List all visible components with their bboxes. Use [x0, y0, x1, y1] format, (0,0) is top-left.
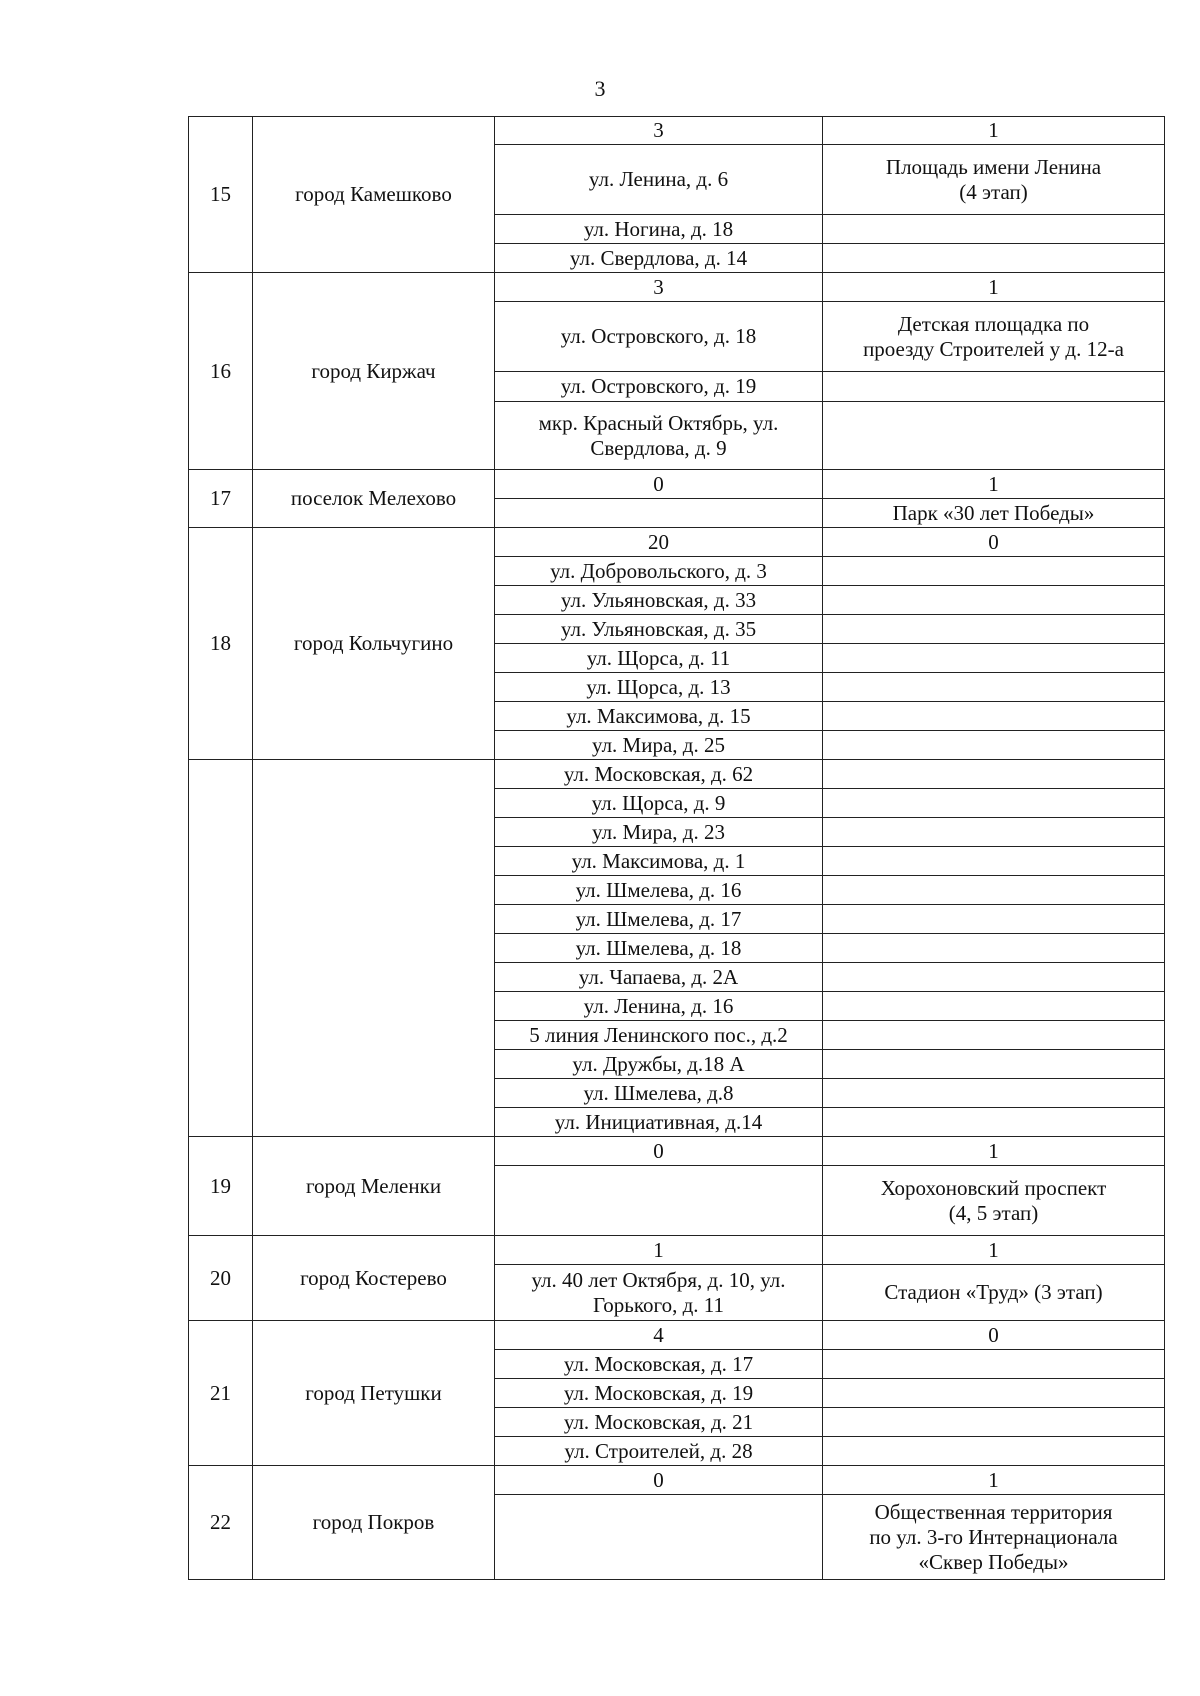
row-number-cell — [189, 1466, 253, 1580]
cell-text: 0 — [988, 529, 999, 554]
page-number: 3 — [594, 76, 606, 101]
cell-text: (4, 5 этап) — [948, 1200, 1039, 1225]
public-area-cell — [823, 1021, 1165, 1050]
public-area-cell — [823, 702, 1165, 731]
yard-address-cell — [495, 760, 823, 789]
yard-address-cell — [495, 876, 823, 905]
public-area-cell — [823, 615, 1165, 644]
cell-text: проезду Строителей у д. 12-а — [863, 336, 1124, 361]
cell-text: по ул. 3-го Интернационала — [869, 1524, 1118, 1549]
yard-address-cell — [495, 905, 823, 934]
public-area-cell — [823, 1379, 1165, 1408]
cell-text: ул. Мира, д. 25 — [592, 732, 725, 757]
public-area-count-cell — [823, 1321, 1165, 1350]
yard-address-cell — [495, 145, 823, 215]
public-area-count-cell — [823, 1236, 1165, 1265]
public-area-cell — [823, 1079, 1165, 1108]
cell-text: 18 — [210, 631, 231, 655]
row-number-cell — [189, 273, 253, 470]
cell-text: 1 — [988, 1467, 999, 1492]
yard-address-cell — [495, 557, 823, 586]
yard-address-cell — [495, 731, 823, 760]
cell-text: город Покров — [312, 1510, 435, 1534]
municipality-name-cell — [253, 1321, 495, 1466]
cell-text: 1 — [653, 1237, 664, 1262]
cell-text: 4 — [653, 1322, 664, 1347]
cell-text: ул. Щорса, д. 11 — [586, 645, 731, 670]
table-body — [189, 117, 1165, 1580]
cell-text: Стадион «Труд» (3 этап) — [884, 1280, 1103, 1304]
public-area-cell — [823, 302, 1165, 372]
yard-address-cell — [495, 992, 823, 1021]
yard-address-cell — [495, 1108, 823, 1137]
cell-text: поселок Мелехово — [290, 486, 457, 510]
cell-text: 20 — [210, 1265, 231, 1290]
public-area-cell — [823, 644, 1165, 673]
yard-count-cell — [495, 1236, 823, 1265]
cell-text: ул. Московская, д. 19 — [563, 1380, 754, 1405]
yard-address-cell — [495, 372, 823, 402]
cell-text: ул. Свердлова, д. 14 — [569, 245, 748, 270]
cell-text: 1 — [988, 118, 999, 142]
yard-address-cell — [495, 702, 823, 731]
cell-text: Свердлова, д. 9 — [590, 435, 727, 460]
cell-text: 19 — [210, 1173, 231, 1198]
yard-address-cell — [495, 244, 823, 273]
cell-text: Площадь имени Ленина — [885, 154, 1102, 179]
yard-count-cell — [495, 273, 823, 302]
cell-text: город Меленки — [305, 1173, 442, 1198]
cell-text: 16 — [210, 358, 231, 383]
cell-text: 22 — [210, 1510, 231, 1534]
cell-text: ул. Ульяновская, д. 35 — [560, 616, 757, 641]
municipal-improvement-table — [188, 116, 1165, 1580]
yard-address-cell — [495, 499, 823, 528]
cell-text: Парк «30 лет Победы» — [892, 500, 1095, 525]
public-area-cell — [823, 1408, 1165, 1437]
cell-text: ул. Островского, д. 18 — [560, 324, 757, 348]
cell-text: ул. Щорса, д. 9 — [591, 790, 726, 815]
yard-count-cell — [495, 1321, 823, 1350]
cell-text: ул. Ульяновская, д. 33 — [560, 587, 757, 612]
public-area-cell — [823, 1050, 1165, 1079]
cell-text: 15 — [210, 182, 231, 206]
yard-count-cell — [495, 528, 823, 557]
public-area-count-cell — [823, 273, 1165, 302]
public-area-cell — [823, 847, 1165, 876]
cell-text: 1 — [988, 1237, 999, 1262]
cell-text: ул. Ногина, д. 18 — [583, 216, 734, 241]
cell-text: ул. Максимова, д. 1 — [571, 848, 746, 873]
cell-text: город Петушки — [305, 1380, 442, 1405]
yard-address-cell — [495, 934, 823, 963]
public-area-count-cell — [823, 470, 1165, 499]
cell-text: Горького, д. 11 — [592, 1292, 724, 1317]
yard-address-cell — [495, 302, 823, 372]
public-area-cell — [823, 145, 1165, 215]
public-area-cell — [823, 731, 1165, 760]
public-area-cell — [823, 402, 1165, 470]
table-row — [189, 760, 1165, 789]
row-number-cell — [189, 1236, 253, 1321]
cell-text: 21 — [210, 1380, 231, 1405]
table-row — [189, 470, 1165, 499]
yard-count-cell — [495, 470, 823, 499]
cell-text: ул. Шмелева, д. 17 — [575, 906, 742, 931]
cell-text: ул. Шмелева, д. 16 — [575, 877, 742, 902]
table-row — [189, 273, 1165, 302]
yard-address-cell — [495, 1166, 823, 1236]
public-area-cell — [823, 1437, 1165, 1466]
public-area-cell — [823, 499, 1165, 528]
public-area-count-cell — [823, 1137, 1165, 1166]
cell-text: ул. Шмелева, д. 18 — [575, 935, 742, 960]
public-area-cell — [823, 215, 1165, 244]
cell-text: 1 — [988, 1138, 999, 1163]
table-row — [189, 1321, 1165, 1350]
cell-text: ул. Островского, д. 19 — [560, 374, 757, 398]
row-number-cell — [189, 760, 253, 1137]
cell-text: ул. Ленина, д. 16 — [583, 993, 734, 1018]
cell-text: Хорохоновский проспект — [880, 1175, 1107, 1200]
yard-address-cell — [495, 1021, 823, 1050]
cell-text: ул. Московская, д. 17 — [563, 1351, 754, 1376]
table-row — [189, 528, 1165, 557]
row-number-cell — [189, 117, 253, 273]
public-area-cell — [823, 1350, 1165, 1379]
yard-address-cell — [495, 1495, 823, 1580]
cell-text: 0 — [653, 1138, 664, 1163]
public-area-cell — [823, 244, 1165, 273]
cell-text: 3 — [653, 118, 664, 142]
cell-text: (4 этап) — [959, 179, 1028, 204]
cell-text: мкр. Красный Октябрь, ул. — [538, 410, 779, 435]
cell-text: ул. Щорса, д. 13 — [586, 674, 731, 699]
public-area-cell — [823, 876, 1165, 905]
public-area-cell — [823, 372, 1165, 402]
cell-text: город Кольчугино — [293, 631, 454, 655]
public-area-cell — [823, 789, 1165, 818]
yard-address-cell — [495, 789, 823, 818]
cell-text: 17 — [210, 486, 231, 510]
yard-address-cell — [495, 615, 823, 644]
yard-address-cell — [495, 1408, 823, 1437]
public-area-count-cell — [823, 117, 1165, 145]
public-area-cell — [823, 760, 1165, 789]
cell-text: ул. 40 лет Октября, д. 10, ул. — [531, 1267, 786, 1292]
cell-text: «Сквер Победы» — [918, 1549, 1069, 1574]
public-area-cell — [823, 818, 1165, 847]
cell-text: 0 — [653, 1467, 664, 1492]
yard-address-cell — [495, 1079, 823, 1108]
table-row — [189, 1137, 1165, 1166]
cell-text: 5 линия Ленинского пос., д.2 — [529, 1022, 788, 1047]
yard-count-cell — [495, 1137, 823, 1166]
yard-address-cell — [495, 1265, 823, 1321]
row-number-cell — [189, 470, 253, 528]
cell-text: ул. Чапаева, д. 2А — [578, 964, 739, 989]
cell-text: 1 — [988, 471, 999, 496]
yard-address-cell — [495, 1050, 823, 1079]
cell-text: ул. Добровольского, д. 3 — [550, 558, 767, 583]
row-number-cell — [189, 528, 253, 760]
yard-count-cell — [495, 1466, 823, 1495]
yard-address-cell — [495, 1379, 823, 1408]
cell-text: 0 — [653, 471, 664, 496]
municipality-name-cell — [253, 760, 495, 1137]
cell-text: ул. Мира, д. 23 — [592, 819, 725, 844]
public-area-cell — [823, 1166, 1165, 1236]
cell-text: 0 — [988, 1322, 999, 1347]
public-area-cell — [823, 1265, 1165, 1321]
table-row — [189, 117, 1165, 145]
cell-text: город Камешково — [295, 182, 452, 206]
cell-text: ул. Инициативная, д.14 — [554, 1109, 763, 1134]
yard-address-cell — [495, 847, 823, 876]
public-area-count-cell — [823, 1466, 1165, 1495]
municipality-name-cell — [253, 1466, 495, 1580]
municipality-name-cell — [253, 117, 495, 273]
row-number-cell — [189, 1321, 253, 1466]
public-area-cell — [823, 963, 1165, 992]
yard-address-cell — [495, 1350, 823, 1379]
public-area-cell — [823, 1108, 1165, 1137]
public-area-cell — [823, 934, 1165, 963]
cell-text: Детская площадка по — [897, 311, 1090, 336]
municipality-name-cell — [253, 1236, 495, 1321]
municipality-name-cell — [253, 273, 495, 470]
cell-text: Общественная территория — [874, 1499, 1113, 1524]
cell-text: 20 — [648, 529, 669, 554]
cell-text: город Костерево — [300, 1265, 447, 1290]
cell-text: ул. Ленина, д. 6 — [588, 167, 729, 191]
yard-address-cell — [495, 644, 823, 673]
cell-text: ул. Московская, д. 21 — [563, 1409, 754, 1434]
public-area-cell — [823, 557, 1165, 586]
cell-text: город Киржач — [311, 358, 436, 383]
yard-address-cell — [495, 215, 823, 244]
cell-text: ул. Строителей, д. 28 — [564, 1438, 753, 1463]
public-area-cell — [823, 992, 1165, 1021]
row-number-cell — [189, 1137, 253, 1236]
cell-text: 3 — [653, 274, 664, 299]
cell-text: ул. Шмелева, д.8 — [583, 1080, 734, 1105]
table-row — [189, 1236, 1165, 1265]
cell-text: 1 — [988, 274, 999, 299]
public-area-cell — [823, 1495, 1165, 1580]
municipality-name-cell — [253, 528, 495, 760]
table-row — [189, 1466, 1165, 1495]
public-area-count-cell — [823, 528, 1165, 557]
municipality-name-cell — [253, 1137, 495, 1236]
yard-count-cell — [495, 117, 823, 145]
yard-address-cell — [495, 586, 823, 615]
cell-text: ул. Максимова, д. 15 — [566, 703, 751, 728]
yard-address-cell — [495, 1437, 823, 1466]
yard-address-cell — [495, 673, 823, 702]
municipality-name-cell — [253, 470, 495, 528]
cell-text: ул. Московская, д. 62 — [563, 761, 754, 786]
cell-text: ул. Дружбы, д.18 А — [572, 1051, 745, 1076]
yard-address-cell — [495, 963, 823, 992]
public-area-cell — [823, 586, 1165, 615]
yard-address-cell — [495, 402, 823, 470]
yard-address-cell — [495, 818, 823, 847]
public-area-cell — [823, 905, 1165, 934]
public-area-cell — [823, 673, 1165, 702]
